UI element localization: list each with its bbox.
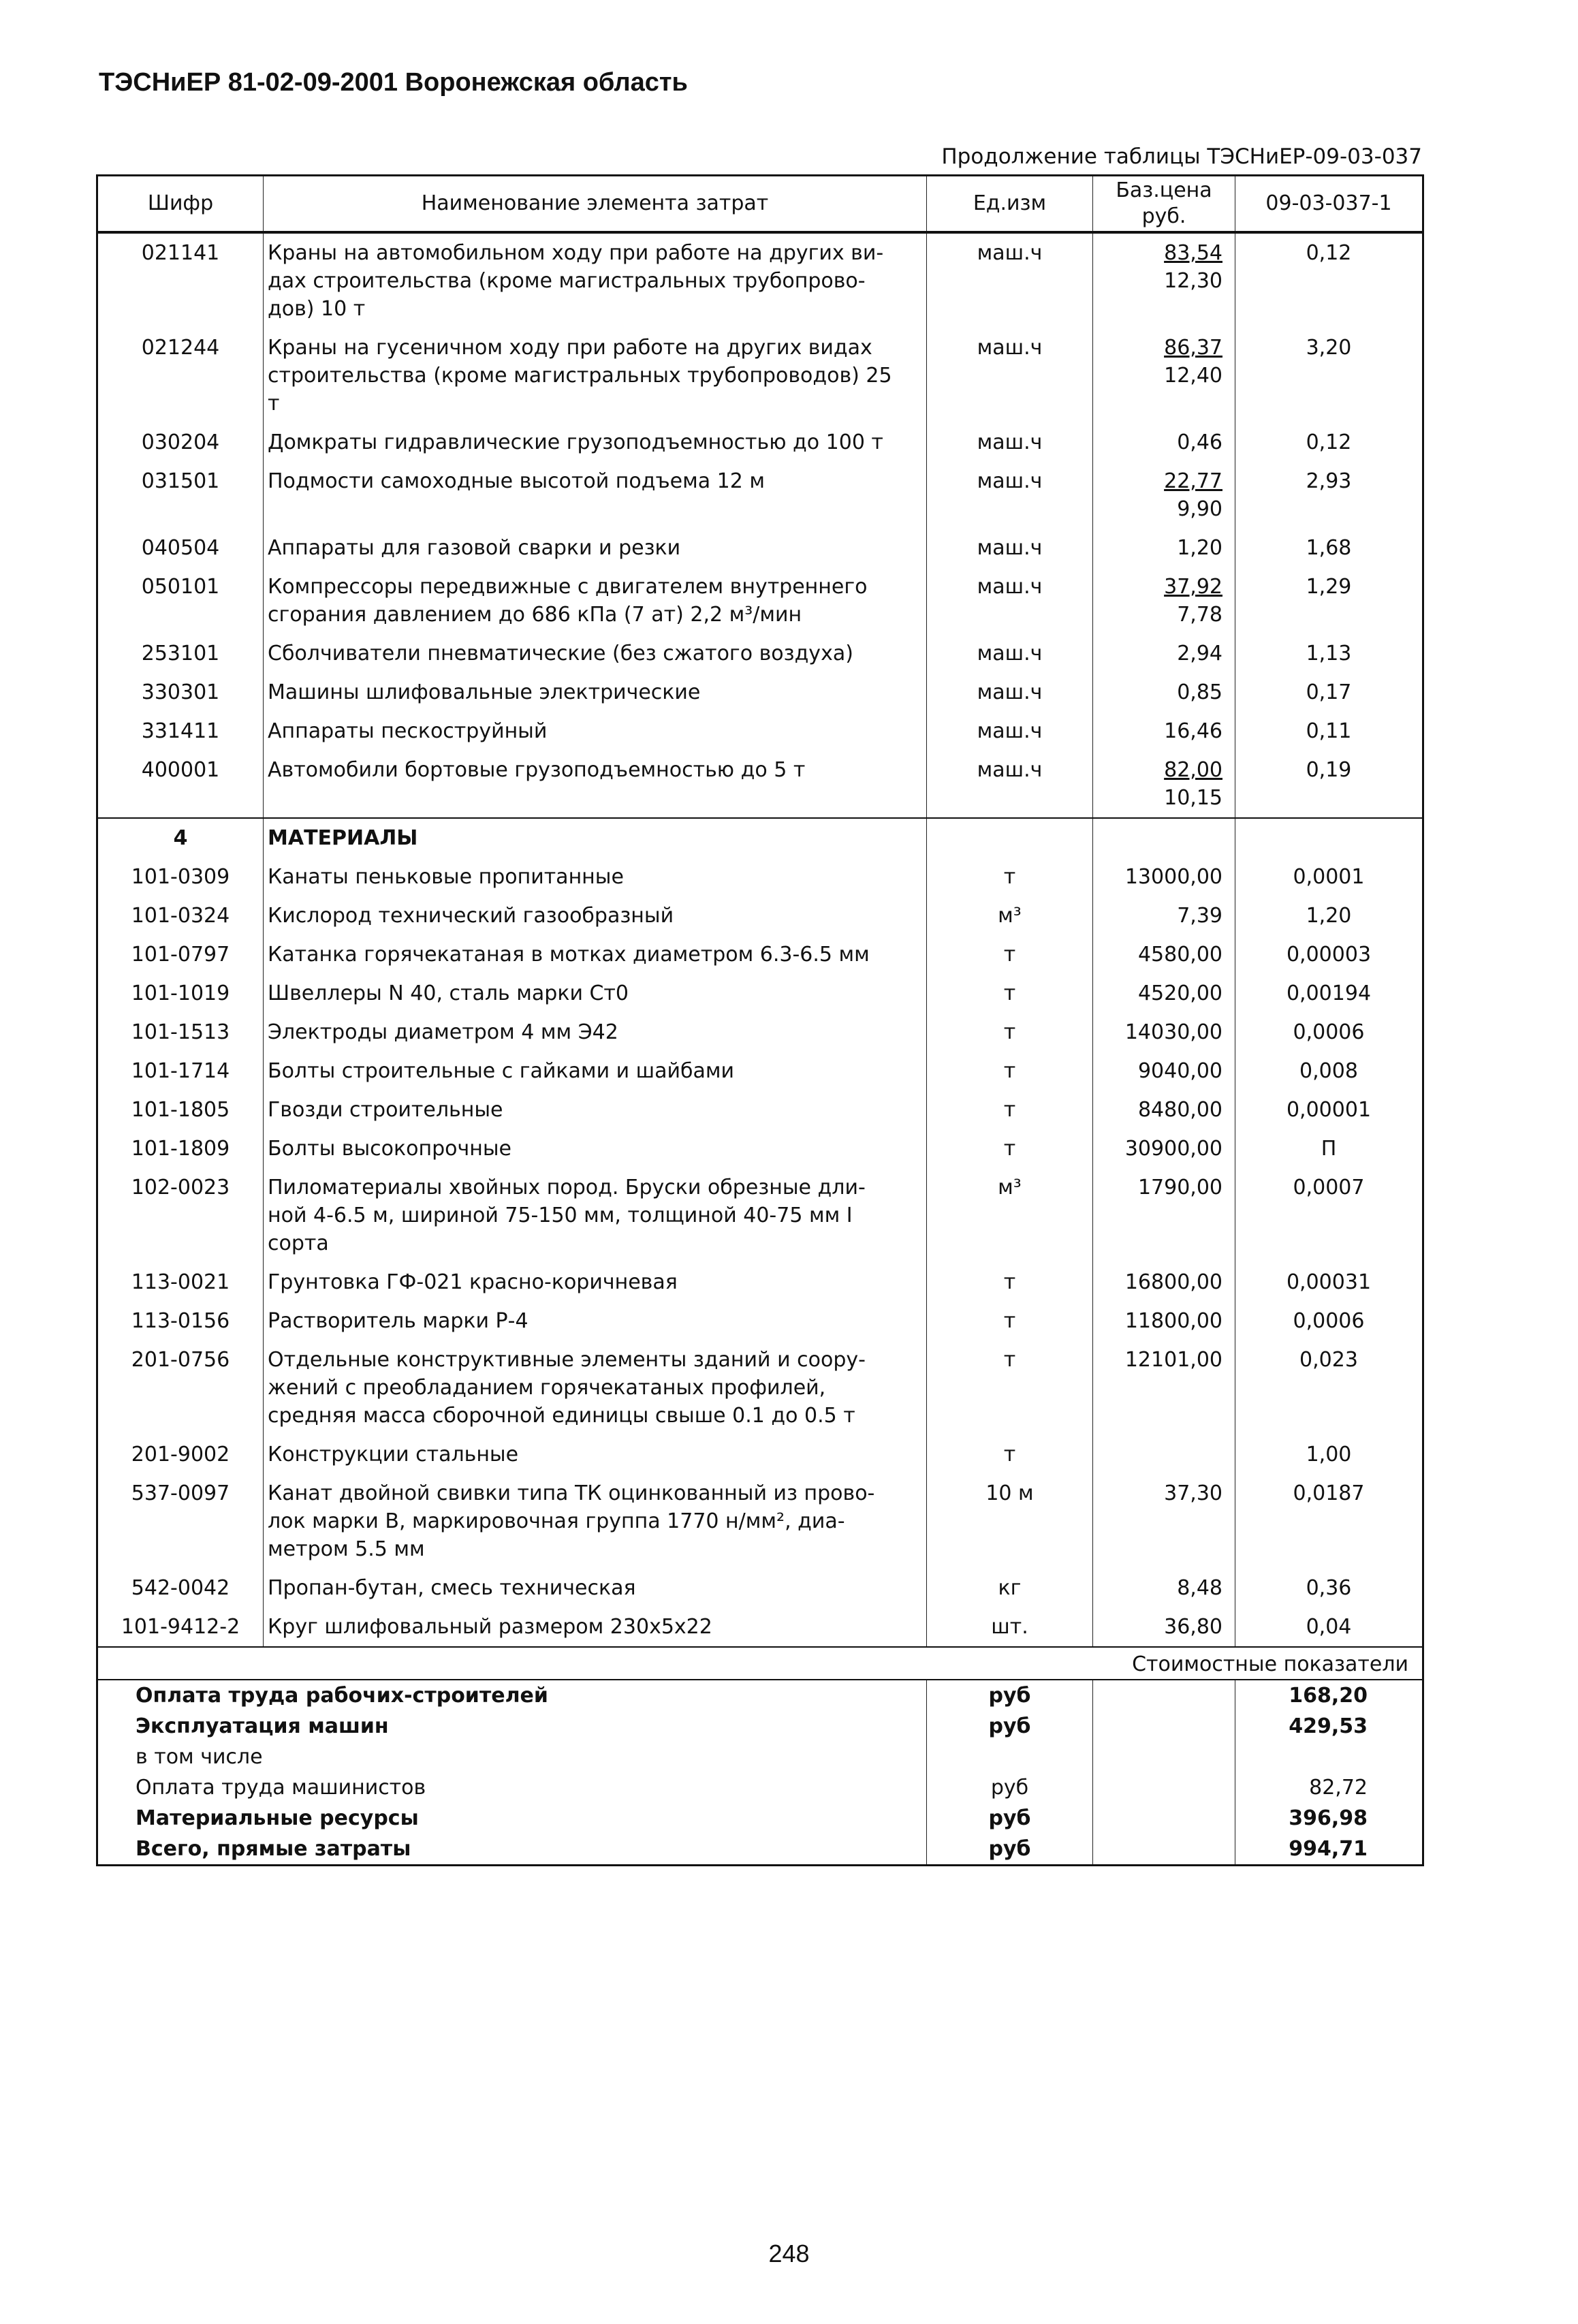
price-value: 83,54 <box>1164 241 1222 265</box>
price-value: 9040,00 <box>1137 1059 1222 1083</box>
summary-empty <box>1093 1680 1235 1711</box>
row-name: Канаты пеньковые пропитанные <box>264 858 927 896</box>
row-qty: 0,0006 <box>1235 1302 1423 1340</box>
row-name: Пиломатериалы хвойных пород. Бруски обрезные дли- ной 4-6.5 м, шириной 75-150 мм, толщиной 40-75 мм I сорта <box>264 1168 927 1263</box>
cost-indicators-row <box>97 1647 1423 1680</box>
price-value: 2,94 <box>1177 642 1222 665</box>
row-name: Конструкции стальные <box>264 1435 927 1474</box>
price-value: 11800,00 <box>1124 1309 1222 1333</box>
table-row <box>97 974 1423 1013</box>
summary-empty <box>1093 1772 1235 1803</box>
table-row <box>97 462 1423 529</box>
row-unit: маш.ч <box>927 673 1093 712</box>
row-qty: 0,12 <box>1235 423 1423 462</box>
table-row <box>97 1168 1423 1263</box>
row-qty: 1,29 <box>1235 567 1423 634</box>
table-row <box>97 1052 1423 1090</box>
summary-value: 396,98 <box>1235 1803 1423 1834</box>
row-qty: 1,68 <box>1235 529 1423 567</box>
table-row <box>97 712 1423 751</box>
row-price <box>1093 1052 1235 1090</box>
row-unit: маш.ч <box>927 529 1093 567</box>
summary-label: в том числе <box>97 1742 927 1772</box>
row-price <box>1093 712 1235 751</box>
row-price <box>1093 896 1235 935</box>
table-row <box>97 896 1423 935</box>
row-code: 101-1019 <box>97 974 264 1013</box>
row-price <box>1093 1340 1235 1435</box>
row-name: Растворитель марки Р-4 <box>264 1302 927 1340</box>
header-qty: 09-03-037-1 <box>1235 176 1423 233</box>
price-value: 4520,00 <box>1137 982 1222 1005</box>
row-qty: П <box>1235 1129 1423 1168</box>
row-qty: 0,00031 <box>1235 1263 1423 1302</box>
price-value: 30900,00 <box>1124 1137 1222 1161</box>
row-qty: 0,04 <box>1235 1607 1423 1647</box>
table-row <box>97 1129 1423 1168</box>
summary-value: 994,71 <box>1235 1834 1423 1866</box>
table-row <box>97 634 1423 673</box>
row-qty: 1,20 <box>1235 896 1423 935</box>
price-value: 16800,00 <box>1124 1270 1222 1294</box>
row-code: 101-0309 <box>97 858 264 896</box>
row-price <box>1093 673 1235 712</box>
row-code: 253101 <box>97 634 264 673</box>
row-qty: 0,36 <box>1235 1569 1423 1607</box>
row-qty: 0,0187 <box>1235 1474 1423 1569</box>
row-price <box>1093 935 1235 974</box>
row-price <box>1093 232 1235 328</box>
row-unit: т <box>927 1340 1093 1435</box>
summary-unit: руб <box>927 1834 1093 1866</box>
page-number: 248 <box>768 2240 810 2267</box>
header-code: Шифр <box>97 176 264 233</box>
row-unit: маш.ч <box>927 462 1093 529</box>
price-value: 13000,00 <box>1124 865 1222 889</box>
price-value: 22,77 <box>1164 469 1222 493</box>
price-value: 37,92 <box>1164 575 1222 599</box>
price-value: 36,80 <box>1164 1615 1222 1639</box>
summary-unit: руб <box>927 1680 1093 1711</box>
row-code: 542-0042 <box>97 1569 264 1607</box>
row-unit: т <box>927 1052 1093 1090</box>
table-row <box>97 751 1423 818</box>
price-value: 0,46 <box>1177 430 1222 454</box>
row-code: 050101 <box>97 567 264 634</box>
table-row <box>97 1607 1423 1647</box>
row-price <box>1093 1607 1235 1647</box>
price-value: 86,37 <box>1164 336 1222 360</box>
row-qty: 0,12 <box>1235 232 1423 328</box>
row-name: Отдельные конструктивные элементы зданий и соору- жений с преобладанием горячекатаных профилей, средняя масса сборочной единицы свыше 0.1 до 0.5 т <box>264 1340 927 1435</box>
row-code: 4 <box>97 818 264 858</box>
table-row <box>97 423 1423 462</box>
row-code: 101-1809 <box>97 1129 264 1168</box>
price-machinist-value: 12,40 <box>1164 364 1222 388</box>
row-code: 330301 <box>97 673 264 712</box>
summary-empty <box>1093 1742 1235 1772</box>
row-name: Автомобили бортовые грузоподъемностью до 5 т <box>264 751 927 818</box>
row-price <box>1093 1168 1235 1263</box>
row-name: Круг шлифовальный размером 230х5х22 <box>264 1607 927 1647</box>
row-qty: 0,11 <box>1235 712 1423 751</box>
row-unit: маш.ч <box>927 634 1093 673</box>
row-unit: м³ <box>927 1168 1093 1263</box>
row-price <box>1093 1435 1235 1474</box>
table-row <box>97 1435 1423 1474</box>
row-price <box>1093 751 1235 818</box>
row-unit: т <box>927 1013 1093 1052</box>
row-unit: маш.ч <box>927 423 1093 462</box>
row-price <box>1093 858 1235 896</box>
row-unit: м³ <box>927 896 1093 935</box>
row-price <box>1093 1302 1235 1340</box>
summary-unit: руб <box>927 1711 1093 1742</box>
table-row <box>97 858 1423 896</box>
row-qty: 3,20 <box>1235 328 1423 423</box>
summary-empty <box>1093 1834 1235 1866</box>
row-code: 537-0097 <box>97 1474 264 1569</box>
summary-row <box>97 1834 1423 1866</box>
row-price <box>1093 328 1235 423</box>
row-name: Гвозди строительные <box>264 1090 927 1129</box>
row-qty: 0,00003 <box>1235 935 1423 974</box>
table-row <box>97 673 1423 712</box>
row-code: 101-1805 <box>97 1090 264 1129</box>
price-value: 0,85 <box>1177 680 1222 704</box>
header-name: Наименование элемента затрат <box>264 176 927 233</box>
header-price: Баз.цена руб. <box>1093 176 1235 233</box>
row-qty: 1,00 <box>1235 1435 1423 1474</box>
row-code: 021244 <box>97 328 264 423</box>
row-qty: 0,00194 <box>1235 974 1423 1013</box>
price-machinist-value: 10,15 <box>1164 786 1222 810</box>
row-name: Краны на гусеничном ходу при работе на других видах строительства (кроме магистральных трубопроводов) 25 т <box>264 328 927 423</box>
table-row <box>97 1340 1423 1435</box>
table-header-row <box>97 176 1423 233</box>
row-unit: т <box>927 935 1093 974</box>
row-code: 030204 <box>97 423 264 462</box>
row-qty <box>1235 818 1423 858</box>
summary-value: 168,20 <box>1235 1680 1423 1711</box>
summary-value: 429,53 <box>1235 1711 1423 1742</box>
row-unit: т <box>927 858 1093 896</box>
row-unit: маш.ч <box>927 232 1093 328</box>
row-code: 101-1513 <box>97 1013 264 1052</box>
row-price <box>1093 818 1235 858</box>
header-unit: Ед.изм <box>927 176 1093 233</box>
row-code: 101-0797 <box>97 935 264 974</box>
summary-row <box>97 1680 1423 1711</box>
table-row <box>97 328 1423 423</box>
table-row <box>97 529 1423 567</box>
row-qty: 2,93 <box>1235 462 1423 529</box>
row-name: Швеллеры N 40, сталь марки Ст0 <box>264 974 927 1013</box>
row-name: Домкраты гидравлические грузоподъемностью до 100 т <box>264 423 927 462</box>
row-qty: 0,0001 <box>1235 858 1423 896</box>
summary-empty <box>1093 1803 1235 1834</box>
row-name: Подмости самоходные высотой подъема 12 м <box>264 462 927 529</box>
row-name: Болты строительные с гайками и шайбами <box>264 1052 927 1090</box>
summary-label: Всего, прямые затраты <box>97 1834 927 1866</box>
row-price <box>1093 1263 1235 1302</box>
table-row <box>97 1569 1423 1607</box>
row-unit: маш.ч <box>927 567 1093 634</box>
summary-label: Оплата труда рабочих-строителей <box>97 1680 927 1711</box>
summary-unit: руб <box>927 1772 1093 1803</box>
price-value: 14030,00 <box>1124 1020 1222 1044</box>
row-name: Грунтовка ГФ-021 красно-коричневая <box>264 1263 927 1302</box>
row-price <box>1093 529 1235 567</box>
price-value: 8,48 <box>1177 1576 1222 1600</box>
row-code: 331411 <box>97 712 264 751</box>
table-row <box>97 1302 1423 1340</box>
price-value: 1,20 <box>1177 536 1222 560</box>
row-price <box>1093 974 1235 1013</box>
price-machinist-value: 7,78 <box>1177 603 1222 627</box>
row-code: 021141 <box>97 232 264 328</box>
row-name: Электроды диаметром 4 мм Э42 <box>264 1013 927 1052</box>
row-price <box>1093 634 1235 673</box>
row-unit: шт. <box>927 1607 1093 1647</box>
summary-unit: руб <box>927 1803 1093 1834</box>
row-unit: т <box>927 974 1093 1013</box>
summary-row <box>97 1772 1423 1803</box>
row-name: Канат двойной свивки типа ТК оцинкованный из прово- лок марки В, маркировочная группа 1770 н/мм², диа- метром 5.5 мм <box>264 1474 927 1569</box>
row-code: 031501 <box>97 462 264 529</box>
price-machinist-value: 12,30 <box>1164 269 1222 293</box>
row-name: Аппараты пескоструйный <box>264 712 927 751</box>
row-qty: 1,13 <box>1235 634 1423 673</box>
row-price <box>1093 1090 1235 1129</box>
row-unit <box>927 818 1093 858</box>
row-code: 040504 <box>97 529 264 567</box>
row-code: 101-0324 <box>97 896 264 935</box>
price-value: 37,30 <box>1164 1481 1222 1505</box>
row-code: 102-0023 <box>97 1168 264 1263</box>
row-price <box>1093 423 1235 462</box>
price-value: 7,39 <box>1177 904 1222 928</box>
table-row <box>97 232 1423 328</box>
row-name: МАТЕРИАЛЫ <box>264 818 927 858</box>
section-row <box>97 818 1423 858</box>
row-unit: маш.ч <box>927 712 1093 751</box>
price-value: 82,00 <box>1164 758 1222 782</box>
row-name: Болты высокопрочные <box>264 1129 927 1168</box>
price-value: 12101,00 <box>1124 1348 1222 1372</box>
row-qty: 0,00001 <box>1235 1090 1423 1129</box>
row-name: Сболчиватели пневматические (без сжатого воздуха) <box>264 634 927 673</box>
row-code: 113-0021 <box>97 1263 264 1302</box>
row-name: Кислород технический газообразный <box>264 896 927 935</box>
row-price <box>1093 567 1235 634</box>
table-row <box>97 1474 1423 1569</box>
row-name: Краны на автомобильном ходу при работе на других ви- дах строительства (кроме магистральных трубопрово- дов) 10 т <box>264 232 927 328</box>
cost-table <box>96 174 1424 1866</box>
table-row <box>97 567 1423 634</box>
row-qty: 0,008 <box>1235 1052 1423 1090</box>
price-machinist-value: 9,90 <box>1177 497 1222 521</box>
row-price <box>1093 1569 1235 1607</box>
row-unit: кг <box>927 1569 1093 1607</box>
price-value: 8480,00 <box>1137 1098 1222 1122</box>
row-name: Аппараты для газовой сварки и резки <box>264 529 927 567</box>
row-unit: т <box>927 1090 1093 1129</box>
row-price <box>1093 462 1235 529</box>
summary-label: Эксплуатация машин <box>97 1711 927 1742</box>
row-unit: маш.ч <box>927 328 1093 423</box>
summary-row <box>97 1711 1423 1742</box>
row-name: Пропан-бутан, смесь техническая <box>264 1569 927 1607</box>
row-code: 201-0756 <box>97 1340 264 1435</box>
row-name: Катанка горячекатаная в мотках диаметром 6.3-6.5 мм <box>264 935 927 974</box>
row-unit: маш.ч <box>927 751 1093 818</box>
table-row <box>97 1263 1423 1302</box>
summary-row <box>97 1803 1423 1834</box>
summary-label: Оплата труда машинистов <box>97 1772 927 1803</box>
summary-value: 82,72 <box>1235 1772 1423 1803</box>
row-price <box>1093 1129 1235 1168</box>
row-unit: т <box>927 1263 1093 1302</box>
summary-value <box>1235 1742 1423 1772</box>
row-unit: т <box>927 1129 1093 1168</box>
cost-indicators-label: Стоимостные показатели <box>97 1647 1423 1680</box>
row-code: 201-9002 <box>97 1435 264 1474</box>
price-value: 4580,00 <box>1137 943 1222 967</box>
row-unit: т <box>927 1435 1093 1474</box>
summary-unit <box>927 1742 1093 1772</box>
summary-row <box>97 1742 1423 1772</box>
price-value: 16,46 <box>1164 719 1222 743</box>
table-row <box>97 935 1423 974</box>
table-row <box>97 1013 1423 1052</box>
row-price <box>1093 1013 1235 1052</box>
price-value: 1790,00 <box>1137 1176 1222 1199</box>
table-continuation-caption: Продолжение таблицы ТЭСНиЕР-09-03-037 <box>941 144 1422 169</box>
row-qty: 0,0007 <box>1235 1168 1423 1263</box>
row-code: 101-9412-2 <box>97 1607 264 1647</box>
row-unit: 10 м <box>927 1474 1093 1569</box>
row-name: Компрессоры передвижные с двигателем внутреннего сгорания давлением до 686 кПа (7 ат) 2,2 м³/мин <box>264 567 927 634</box>
table-row <box>97 1090 1423 1129</box>
summary-label: Материальные ресурсы <box>97 1803 927 1834</box>
row-qty: 0,0006 <box>1235 1013 1423 1052</box>
row-name: Машины шлифовальные электрические <box>264 673 927 712</box>
row-code: 400001 <box>97 751 264 818</box>
document-title: ТЭСНиЕР 81-02-09-2001 Воронежская область <box>99 68 688 97</box>
row-qty: 0,17 <box>1235 673 1423 712</box>
summary-empty <box>1093 1711 1235 1742</box>
row-qty: 0,023 <box>1235 1340 1423 1435</box>
row-unit: т <box>927 1302 1093 1340</box>
row-price <box>1093 1474 1235 1569</box>
row-qty: 0,19 <box>1235 751 1423 818</box>
row-code: 113-0156 <box>97 1302 264 1340</box>
row-code: 101-1714 <box>97 1052 264 1090</box>
